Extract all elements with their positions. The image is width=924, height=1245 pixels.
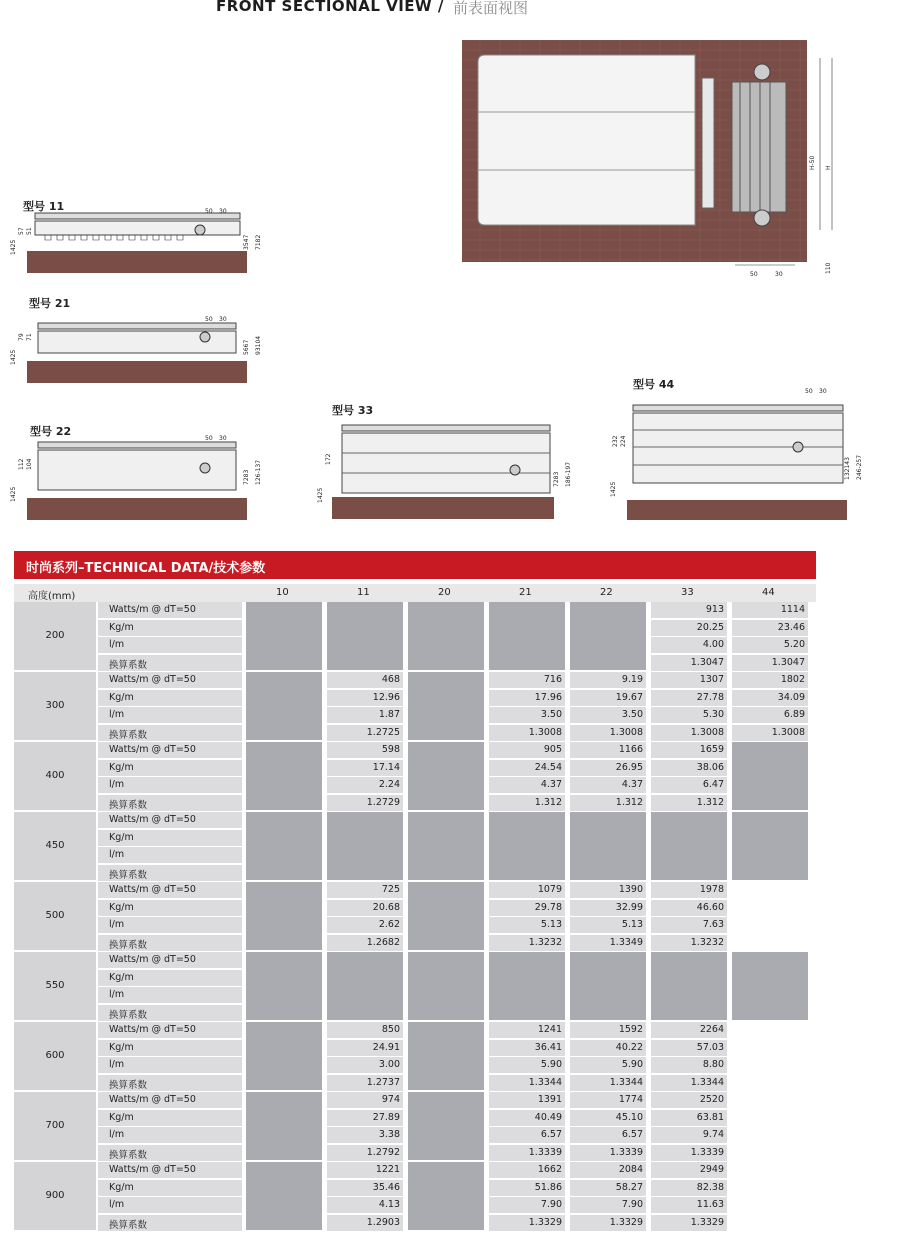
data-value: 1307 [651, 672, 727, 688]
data-value: 1.312 [651, 795, 727, 811]
model-label-44: 型号 44 [633, 378, 675, 391]
data-cell [570, 882, 646, 950]
column-header: 21 [519, 587, 532, 598]
dim-h: H [825, 165, 832, 170]
svg-text:57: 57 [18, 227, 25, 235]
data-value: 1659 [651, 742, 727, 758]
empty-cell [489, 952, 565, 1020]
empty-cell [732, 812, 808, 880]
blank-cell [732, 882, 808, 950]
data-value: 7.90 [570, 1197, 646, 1213]
svg-text:50: 50 [205, 435, 213, 442]
column-header: 20 [438, 587, 451, 598]
height-value: 200 [45, 630, 65, 641]
data-cell [327, 1092, 403, 1160]
data-value: 6.57 [489, 1127, 565, 1143]
data-cell [570, 1162, 646, 1230]
height-value: 300 [45, 700, 65, 711]
data-value: 3.50 [570, 707, 646, 723]
empty-cell [570, 952, 646, 1020]
empty-cell [408, 602, 484, 670]
row-label: 换算系数 [98, 655, 242, 671]
height-group [14, 812, 816, 882]
data-value: 1391 [489, 1092, 565, 1108]
data-value: 57.03 [651, 1040, 727, 1056]
data-cell [489, 1092, 565, 1160]
empty-cell [327, 602, 403, 670]
height-value: 450 [45, 840, 65, 851]
empty-cell [489, 602, 565, 670]
empty-cell [327, 812, 403, 880]
svg-text:71: 71 [26, 333, 33, 341]
svg-text:3547: 3547 [243, 234, 250, 250]
dim-50: 50 [750, 271, 758, 278]
svg-text:104: 104 [26, 458, 33, 470]
row-label: l/m [98, 1197, 242, 1213]
empty-cell [246, 882, 322, 950]
data-value: 2.24 [327, 777, 403, 793]
data-cell [651, 1022, 727, 1090]
row-label: Watts/m @ dT=50 [98, 882, 242, 898]
dim-h50: H-50 [809, 155, 816, 170]
data-value: 913 [651, 602, 727, 618]
svg-text:50: 50 [805, 388, 813, 395]
data-value: 598 [327, 742, 403, 758]
empty-cell [408, 882, 484, 950]
banner-title: 时尚系列–TECHNICAL DATA/技术参数 [26, 561, 266, 576]
dim-110: 110 [825, 262, 832, 274]
data-cell [651, 882, 727, 950]
data-cell [651, 1092, 727, 1160]
data-value: 46.60 [651, 900, 727, 916]
data-value: 36.41 [489, 1040, 565, 1056]
svg-text:1425: 1425 [10, 486, 17, 502]
empty-cell [327, 952, 403, 1020]
model-22-diagram [5, 430, 275, 522]
data-value: 32.99 [570, 900, 646, 916]
height-cell [14, 1092, 96, 1160]
svg-text:30: 30 [819, 388, 827, 395]
row-label: Kg/m [98, 620, 242, 636]
empty-cell [408, 1022, 484, 1090]
data-value: 1079 [489, 882, 565, 898]
data-value: 1774 [570, 1092, 646, 1108]
data-value: 3.38 [327, 1127, 403, 1143]
row-label: 换算系数 [98, 1005, 242, 1021]
row-label: Kg/m [98, 1180, 242, 1196]
empty-cell [408, 812, 484, 880]
empty-cell [408, 1162, 484, 1230]
data-value: 1.2725 [327, 725, 403, 741]
data-value: 1.312 [570, 795, 646, 811]
data-cell [732, 602, 808, 670]
data-value: 1.3339 [570, 1145, 646, 1161]
row-label: l/m [98, 987, 242, 1003]
data-value: 2949 [651, 1162, 727, 1178]
data-value: 1.2729 [327, 795, 403, 811]
dim-30: 30 [775, 271, 783, 278]
height-group [14, 1092, 816, 1162]
row-label: l/m [98, 847, 242, 863]
height-value: 550 [45, 980, 65, 991]
svg-text:50: 50 [205, 316, 213, 323]
data-cell [489, 742, 565, 810]
data-value: 5.13 [489, 917, 565, 933]
data-value: 1.3344 [489, 1075, 565, 1091]
data-value: 63.81 [651, 1110, 727, 1126]
model-44-diagram [605, 385, 870, 525]
data-cell [489, 1022, 565, 1090]
row-label: l/m [98, 1127, 242, 1143]
data-cell [651, 602, 727, 670]
data-cell [651, 742, 727, 810]
page-title: FRONT SECTIONAL VIEW / [216, 0, 444, 15]
blank-cell [732, 1092, 808, 1160]
row-label: Kg/m [98, 1110, 242, 1126]
data-value: 1.3329 [489, 1215, 565, 1231]
data-value: 850 [327, 1022, 403, 1038]
height-header: 高度(mm) [28, 591, 76, 602]
data-value: 82.38 [651, 1180, 727, 1196]
height-value: 900 [45, 1190, 65, 1201]
height-value: 600 [45, 1050, 65, 1061]
data-value: 6.57 [570, 1127, 646, 1143]
row-label: Watts/m @ dT=50 [98, 1092, 242, 1108]
row-label: Kg/m [98, 970, 242, 986]
data-value: 7.63 [651, 917, 727, 933]
empty-cell [651, 952, 727, 1020]
empty-cell [408, 672, 484, 740]
height-cell [14, 812, 96, 880]
svg-text:30: 30 [219, 208, 227, 215]
row-label: 换算系数 [98, 1075, 242, 1091]
data-value: 11.63 [651, 1197, 727, 1213]
data-value: 1.312 [489, 795, 565, 811]
row-label: 换算系数 [98, 935, 242, 951]
empty-cell [408, 952, 484, 1020]
height-group [14, 602, 816, 672]
svg-text:1425: 1425 [10, 239, 17, 255]
data-value: 5.90 [489, 1057, 565, 1073]
row-label: 换算系数 [98, 1145, 242, 1161]
model-label-21: 型号 21 [29, 297, 71, 310]
data-value: 6.89 [732, 707, 808, 723]
model-33-diagram [310, 415, 580, 525]
column-header: 11 [357, 587, 370, 598]
technical-data-banner [14, 551, 816, 579]
data-cell [651, 672, 727, 740]
empty-cell [246, 672, 322, 740]
data-cell [489, 672, 565, 740]
data-value: 5.90 [570, 1057, 646, 1073]
data-value: 8.80 [651, 1057, 727, 1073]
row-label: Kg/m [98, 690, 242, 706]
row-label: Watts/m @ dT=50 [98, 672, 242, 688]
data-value: 1.3349 [570, 935, 646, 951]
column-header: 22 [600, 587, 613, 598]
data-value: 12.96 [327, 690, 403, 706]
data-value: 19.67 [570, 690, 646, 706]
height-value: 400 [45, 770, 65, 781]
data-value: 1166 [570, 742, 646, 758]
data-cell [732, 672, 808, 740]
height-group [14, 1162, 816, 1232]
empty-cell [246, 1092, 322, 1160]
data-value: 40.49 [489, 1110, 565, 1126]
model-label-33: 型号 33 [332, 404, 374, 417]
svg-text:1425: 1425 [10, 349, 17, 365]
data-cell [570, 672, 646, 740]
data-cell [327, 742, 403, 810]
row-label: 换算系数 [98, 795, 242, 811]
data-value: 5.30 [651, 707, 727, 723]
empty-cell [246, 602, 322, 670]
data-value: 38.06 [651, 760, 727, 776]
height-cell [14, 602, 96, 670]
data-value: 1.3344 [570, 1075, 646, 1091]
data-value: 20.68 [327, 900, 403, 916]
height-group [14, 882, 816, 952]
row-label: Watts/m @ dT=50 [98, 602, 242, 618]
empty-cell [246, 952, 322, 1020]
height-value: 700 [45, 1120, 65, 1131]
empty-cell [732, 952, 808, 1020]
data-value: 1.3008 [489, 725, 565, 741]
data-cell [489, 882, 565, 950]
empty-cell [408, 742, 484, 810]
data-value: 716 [489, 672, 565, 688]
data-value: 4.00 [651, 637, 727, 653]
row-label: Kg/m [98, 900, 242, 916]
data-cell [327, 672, 403, 740]
svg-text:7283: 7283 [553, 471, 560, 487]
data-value: 1.3232 [489, 935, 565, 951]
data-value: 2520 [651, 1092, 727, 1108]
data-value: 1.2737 [327, 1075, 403, 1091]
data-value: 35.46 [327, 1180, 403, 1196]
data-value: 1.87 [327, 707, 403, 723]
model-label-22: 型号 22 [30, 425, 72, 438]
row-label: Kg/m [98, 830, 242, 846]
data-value: 24.91 [327, 1040, 403, 1056]
empty-cell [246, 812, 322, 880]
data-value: 40.22 [570, 1040, 646, 1056]
data-value: 1.3339 [489, 1145, 565, 1161]
data-value: 1241 [489, 1022, 565, 1038]
height-cell [14, 1162, 96, 1230]
data-value: 1.3008 [732, 725, 808, 741]
data-value: 29.78 [489, 900, 565, 916]
row-label: l/m [98, 917, 242, 933]
data-value: 1.3232 [651, 935, 727, 951]
blank-cell [732, 1162, 808, 1230]
data-value: 1.3047 [651, 655, 727, 671]
row-label: 换算系数 [98, 1215, 242, 1231]
table-header-row [14, 584, 816, 602]
svg-text:5667: 5667 [243, 339, 250, 355]
height-cell [14, 882, 96, 950]
data-value: 27.89 [327, 1110, 403, 1126]
data-value: 9.74 [651, 1127, 727, 1143]
technical-data-table [14, 584, 816, 1232]
model-label-11: 型号 11 [23, 200, 65, 213]
svg-text:126-137: 126-137 [255, 459, 262, 485]
svg-text:7182: 7182 [255, 234, 262, 250]
height-cell [14, 1022, 96, 1090]
data-cell [570, 1022, 646, 1090]
empty-cell [651, 812, 727, 880]
data-value: 905 [489, 742, 565, 758]
data-value: 1592 [570, 1022, 646, 1038]
data-value: 1.3339 [651, 1145, 727, 1161]
svg-text:50: 50 [205, 208, 213, 215]
data-value: 20.25 [651, 620, 727, 636]
data-value: 1.3329 [651, 1215, 727, 1231]
data-value: 974 [327, 1092, 403, 1108]
page-title-zh: 前表面视图 [453, 0, 529, 17]
svg-text:1425: 1425 [317, 487, 324, 503]
row-label: 换算系数 [98, 725, 242, 741]
empty-cell [246, 1162, 322, 1230]
data-cell [489, 1162, 565, 1230]
row-label: l/m [98, 777, 242, 793]
row-label: l/m [98, 1057, 242, 1073]
data-value: 468 [327, 672, 403, 688]
svg-text:93104: 93104 [255, 335, 262, 355]
empty-cell [489, 812, 565, 880]
data-cell [570, 742, 646, 810]
data-value: 1114 [732, 602, 808, 618]
svg-text:232: 232 [612, 435, 619, 447]
empty-cell [570, 602, 646, 670]
data-value: 17.96 [489, 690, 565, 706]
svg-text:186-197: 186-197 [565, 461, 572, 487]
height-group [14, 672, 816, 742]
data-value: 1.2682 [327, 935, 403, 951]
data-value: 58.27 [570, 1180, 646, 1196]
row-label: Watts/m @ dT=50 [98, 1162, 242, 1178]
data-value: 5.13 [570, 917, 646, 933]
data-value: 1.3329 [570, 1215, 646, 1231]
data-value: 1.2792 [327, 1145, 403, 1161]
data-value: 2.62 [327, 917, 403, 933]
data-value: 9.19 [570, 672, 646, 688]
data-value: 4.37 [570, 777, 646, 793]
height-cell [14, 672, 96, 740]
data-value: 725 [327, 882, 403, 898]
empty-cell [246, 1022, 322, 1090]
height-group [14, 952, 816, 1022]
row-label: Watts/m @ dT=50 [98, 1022, 242, 1038]
svg-text:30: 30 [219, 435, 227, 442]
data-value: 4.13 [327, 1197, 403, 1213]
data-value: 26.95 [570, 760, 646, 776]
data-value: 1.3008 [570, 725, 646, 741]
empty-cell [732, 742, 808, 810]
row-label: Watts/m @ dT=50 [98, 742, 242, 758]
model-21-diagram [5, 305, 275, 385]
data-value: 2264 [651, 1022, 727, 1038]
data-value: 27.78 [651, 690, 727, 706]
data-value: 51.86 [489, 1180, 565, 1196]
svg-text:1425: 1425 [610, 481, 617, 497]
svg-text:112: 112 [18, 458, 25, 470]
data-value: 5.20 [732, 637, 808, 653]
svg-text:224: 224 [620, 435, 627, 447]
data-cell [327, 1022, 403, 1090]
svg-text:246-257: 246-257 [856, 454, 863, 480]
svg-text:30: 30 [219, 316, 227, 323]
svg-text:172: 172 [325, 453, 332, 465]
svg-text:132143: 132143 [844, 457, 851, 480]
data-value: 4.37 [489, 777, 565, 793]
height-group [14, 742, 816, 812]
data-value: 1.3344 [651, 1075, 727, 1091]
row-label: Kg/m [98, 760, 242, 776]
data-value: 34.09 [732, 690, 808, 706]
data-value: 3.00 [327, 1057, 403, 1073]
data-value: 2084 [570, 1162, 646, 1178]
data-cell [327, 1162, 403, 1230]
panel-front [702, 78, 714, 208]
data-cell [327, 882, 403, 950]
row-label: 换算系数 [98, 865, 242, 881]
svg-text:79: 79 [18, 333, 25, 341]
data-cell [651, 1162, 727, 1230]
data-value: 1.2903 [327, 1215, 403, 1231]
front-sectional-diagram [440, 30, 840, 280]
height-cell [14, 742, 96, 810]
height-group [14, 1022, 816, 1092]
row-label: l/m [98, 637, 242, 653]
data-value: 45.10 [570, 1110, 646, 1126]
data-value: 17.14 [327, 760, 403, 776]
row-label: Watts/m @ dT=50 [98, 812, 242, 828]
data-value: 1.3008 [651, 725, 727, 741]
data-value: 3.50 [489, 707, 565, 723]
data-value: 1390 [570, 882, 646, 898]
data-value: 1221 [327, 1162, 403, 1178]
column-header: 33 [681, 587, 694, 598]
window-panel [478, 55, 695, 225]
height-cell [14, 952, 96, 1020]
row-label: Kg/m [98, 1040, 242, 1056]
height-value: 500 [45, 910, 65, 921]
data-value: 1978 [651, 882, 727, 898]
svg-text:51: 51 [26, 227, 33, 235]
data-cell [570, 1092, 646, 1160]
data-value: 1.3047 [732, 655, 808, 671]
column-header: 10 [276, 587, 289, 598]
data-value: 6.47 [651, 777, 727, 793]
model-11-diagram [5, 205, 275, 275]
data-value: 7.90 [489, 1197, 565, 1213]
empty-cell [408, 1092, 484, 1160]
blank-cell [732, 1022, 808, 1090]
column-header: 44 [762, 587, 775, 598]
svg-text:7283: 7283 [243, 469, 250, 485]
data-value: 1802 [732, 672, 808, 688]
data-value: 1662 [489, 1162, 565, 1178]
data-value: 23.46 [732, 620, 808, 636]
row-label: Watts/m @ dT=50 [98, 952, 242, 968]
empty-cell [570, 812, 646, 880]
empty-cell [246, 742, 322, 810]
data-value: 24.54 [489, 760, 565, 776]
row-label: l/m [98, 707, 242, 723]
